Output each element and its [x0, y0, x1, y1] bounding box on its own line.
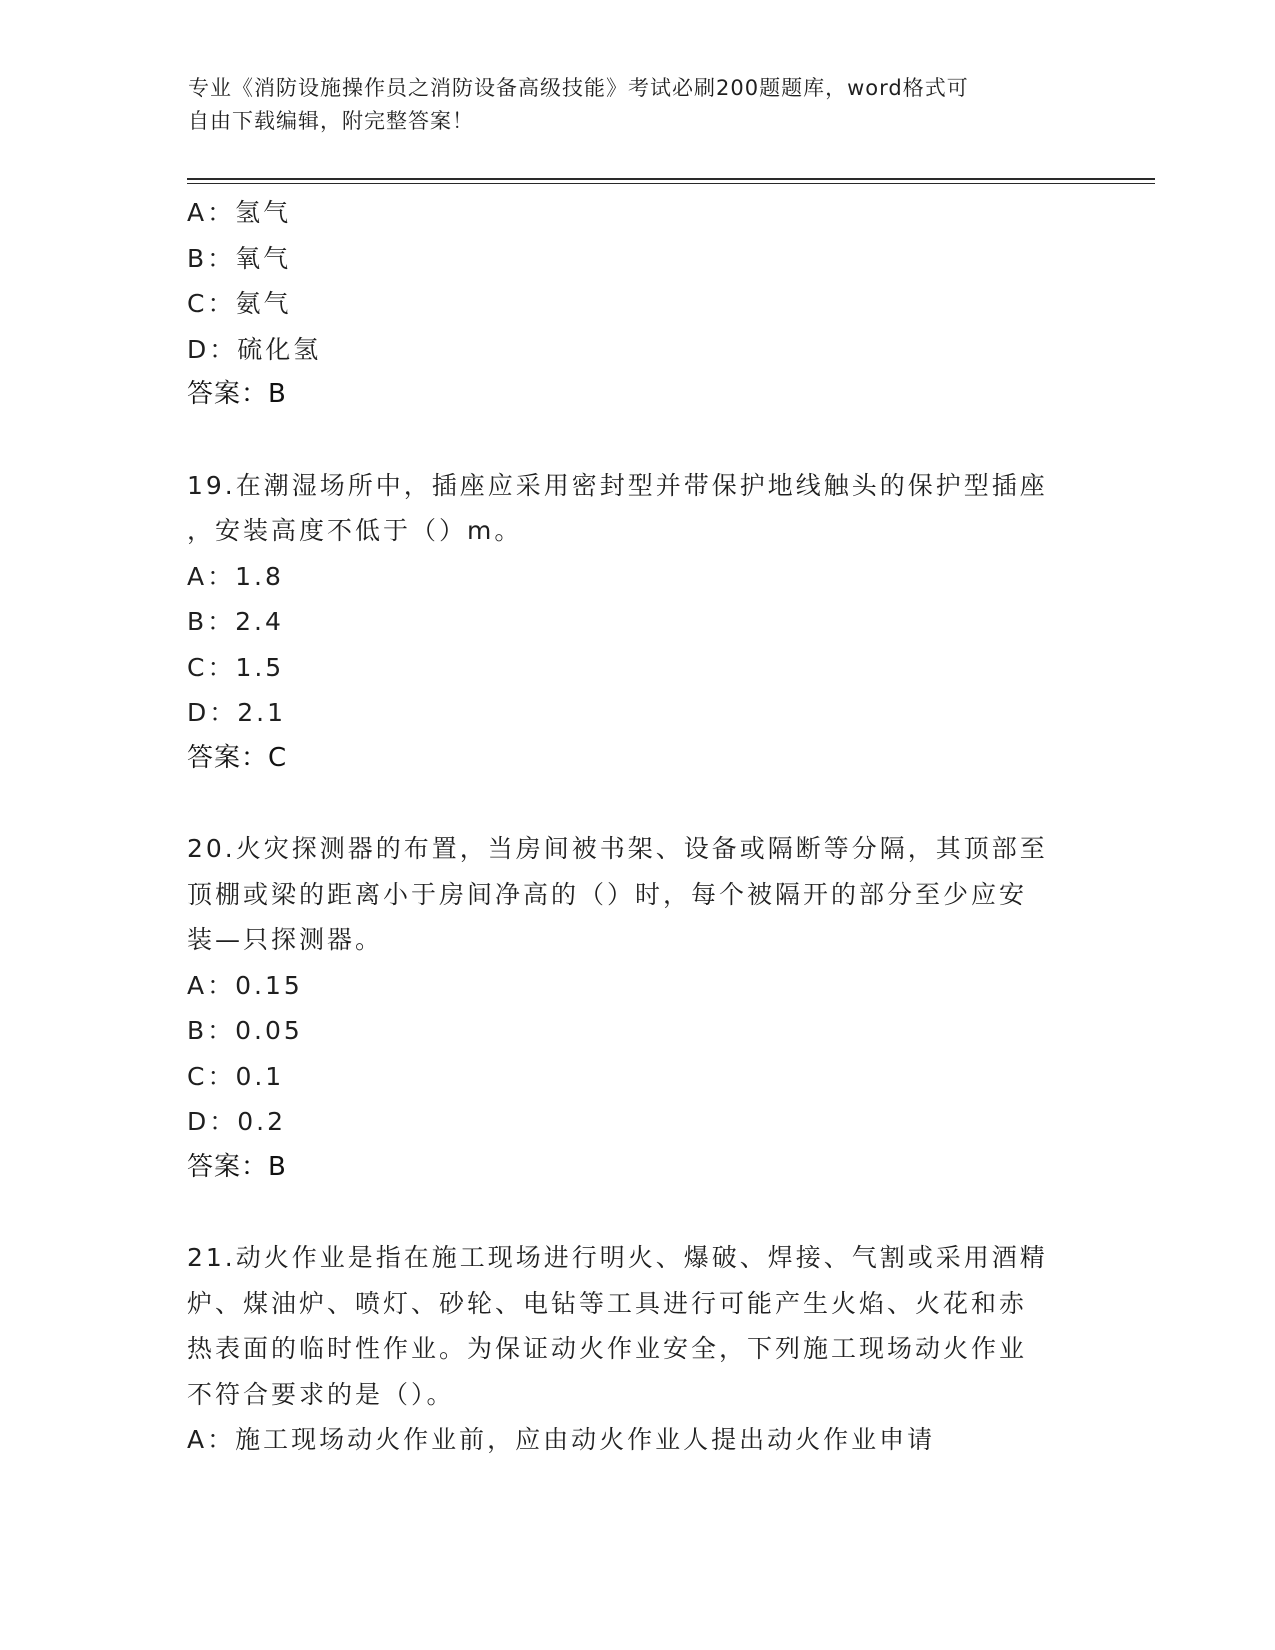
question-text-line: 装—只探测器。 — [187, 925, 384, 954]
header-line-2: 自由下载编辑，附完整答案！ — [188, 109, 474, 133]
option-c: C：1.5 — [187, 652, 285, 682]
option-b: B：氧气 — [187, 243, 292, 273]
question-block-19 — [187, 463, 1087, 782]
option-c: C：0.1 — [187, 1061, 285, 1091]
option-d: D：0.2 — [187, 1107, 287, 1136]
spacer — [187, 1190, 1087, 1235]
answer-line: 答案：B — [187, 1151, 287, 1182]
option-a: A：氢气 — [187, 198, 292, 227]
question-text-line: 热表面的临时性作业。为保证动火作业安全，下列施工现场动火作业 — [187, 1334, 1028, 1363]
document-body — [187, 190, 1087, 1463]
question-text-line: 顶棚或梁的距离小于房间净高的（）时，每个被隔开的部分至少应安 — [187, 879, 1028, 909]
spacer — [187, 418, 1087, 463]
document-header — [188, 72, 1088, 138]
question-text-line: 炉、煤油炉、喷灯、砂轮、电钻等工具进行可能产生火焰、火花和赤 — [187, 1288, 1028, 1318]
answer-line: 答案：C — [187, 742, 288, 773]
question-text-line: 20.火灾探测器的布置，当房间被书架、设备或隔断等分隔，其顶部至 — [187, 834, 1048, 863]
spacer — [187, 781, 1087, 826]
option-d: D：硫化氢 — [187, 334, 322, 364]
header-divider-thick — [187, 178, 1155, 180]
option-a: A：0.15 — [187, 970, 303, 1000]
option-b: B：0.05 — [187, 1016, 303, 1045]
option-c: C：氨气 — [187, 289, 292, 318]
question-text-line: 不符合要求的是（）。 — [187, 1379, 455, 1409]
option-a: A：1.8 — [187, 561, 284, 591]
option-a: A：施工现场动火作业前，应由动火作业人提出动火作业申请 — [187, 1425, 936, 1454]
question-block-20 — [187, 826, 1087, 1190]
option-d: D：2.1 — [187, 698, 287, 727]
header-line-1: 专业《消防设施操作员之消防设备高级技能》考试必刷200题题库，word格式可 — [188, 76, 969, 100]
question-text-line: 19.在潮湿场所中，插座应采用密封型并带保护地线触头的保护型插座 — [187, 470, 1048, 500]
question-block-18 — [187, 190, 1087, 418]
answer-line: 答案：B — [187, 379, 287, 409]
question-block-21 — [187, 1235, 1087, 1463]
header-divider-thin — [187, 183, 1155, 184]
option-b: B：2.4 — [187, 607, 284, 636]
question-text-line: 21.动火作业是指在施工现场进行明火、爆破、焊接、气割或采用酒精 — [187, 1243, 1048, 1272]
question-text-line: ，安装高度不低于（）m。 — [187, 516, 523, 545]
